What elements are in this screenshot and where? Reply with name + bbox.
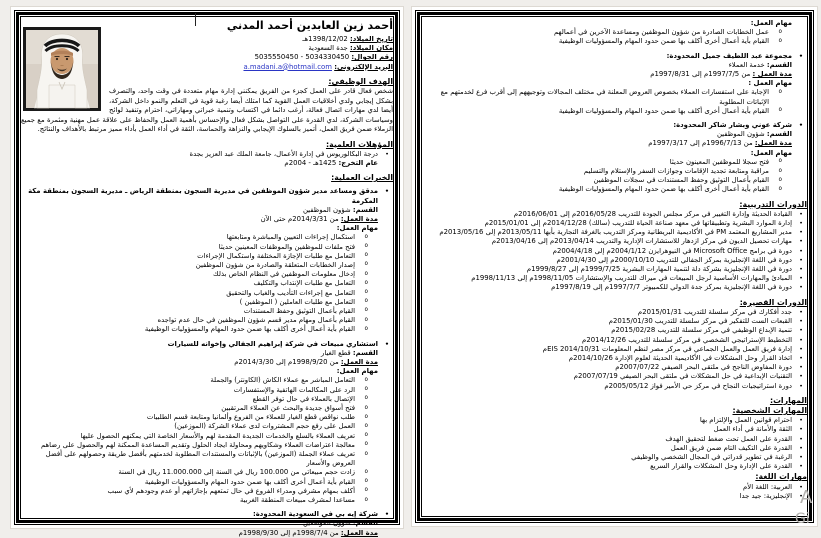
task-item: o فتح سجلا للموظفين المعينون حديثا xyxy=(422,158,807,167)
job-department-line xyxy=(422,130,807,139)
task-item: o القيام بأعمال التوثيق وحفظ المستندات xyxy=(21,307,393,316)
task-item: o القيام بأعمال التوثيق وحفظ المستندات في سجلات الموظفين xyxy=(422,176,807,185)
job-period-label: مدة العمل : xyxy=(752,70,792,79)
task-item: o استكمال إجراءات التعيين والمباشرة ومتابعتها xyxy=(21,233,393,242)
page-1-content xyxy=(21,19,393,537)
task-item: o التعامل مع إجراءات التأديب والغياب والتحقيق xyxy=(21,289,393,298)
task-item: o فتح أسواق جديدة والبحث عن العملاء المرتقبين xyxy=(21,404,393,413)
course-item: • التقنيات الإبداعية في حل المشكلات في ملتقى البحر الصيفي 2007/07/19م xyxy=(422,372,807,381)
skill-item: • الثقة والأمانة في أداء العمل xyxy=(422,425,807,434)
task-item: o تعريف العملاء بالسلع والخدمات الجديدة المقدمة لهم والأسعار الخاصة التي يمكنهم الحصول عليها xyxy=(21,432,393,441)
job-department-line xyxy=(21,206,393,215)
profile-photo-illustration xyxy=(26,30,98,108)
job-period-line xyxy=(422,139,807,148)
section-heading-objective: الهدف الوظيفي: xyxy=(328,76,393,86)
job-period-line xyxy=(21,358,393,367)
task-item: o القيام بأية أعمال أخرى أكلف بها ضمن حدود المهام والمسؤوليات الوظيفية xyxy=(21,325,393,334)
job-tasks-label: مهام العمل : xyxy=(748,79,792,88)
text-caret xyxy=(195,13,196,26)
section-heading-qualifications: المؤهلات العلمية: xyxy=(325,139,393,149)
course-item: • القيادة الحديثة وإدارة التغيير في مركز مجلس الجودة للتدريب 2016/05/28م إلى 2016/06/01م xyxy=(422,210,807,219)
birth-date-label: تاريخ الميلاد: xyxy=(350,35,393,43)
task-item: o زادت حجم مبيعاتي من 100.000 ريال في السنة إلى 11.000.000 ريال في السنة xyxy=(21,468,393,477)
job-period-value: من 1997/7/5م إلى 1997/8/31م xyxy=(650,70,751,79)
task-item: o تعريف عملاء الجملة (الموزعين) بالإثباتات والمستندات المطلوبة لخدمتهم بأفضل طريقة وحصولهم على أفضل العروض والأسعار xyxy=(21,450,393,468)
job-tasks-label: مهام العمل: xyxy=(336,224,378,233)
job-tasks-label: مهام العمل: xyxy=(750,148,792,157)
course-item: • المبادئ والمهارات الأساسية لرجل المبيعات في ميراك للتدريب والإستشارات 1998/11/05م إلى 1998/11/13م xyxy=(422,274,807,283)
job-task-list xyxy=(422,88,807,116)
job-period-line xyxy=(21,215,393,224)
course-item: • دورة استراتيجيات النجاح في مركز حي الأمير فواز 2005/05/12م xyxy=(422,382,807,391)
task-item: o إدخال معلومات الموظفين في النظام الخاص بذلك xyxy=(21,270,393,279)
task-item: o التعامل مع طلبات العاملين ( الموظفين ) xyxy=(21,298,393,307)
objective-text: شخص فعال قادر على العمل كجزء من الفريق يمكنني إدارة مهام متعددة في وقت واحد، والتصرف بشكل إيجابي ولدي أخلاقيات العمل القوية كما امتلك أيضا رغبة قوية في التعلم والنمو داخل الشركة، أيضا لدي مهارات اتصال فعالة، أرغب دائما في اكتساب وتنمية خبراتي ومهاراتي، احترام وتنفيذ لوائح وسياسات الشركة، لدي القدرة على التواصل بشكل فعال والإحساس بأهمية العمل والحفاظ على علاقة عمل مهنية ومثمرة مع جميع الزملاء ضمن فريق العمل، أتميز بالسلوك الإيجابي والنزاهة والحماسة، الثقة في أداء العمل بأداء مميز مرتبط بالأهداف والنتائج. xyxy=(21,87,393,134)
course-item: • مدير المشاريع المعتمد PM في الأكاديمية البريطانية ومركز التدريب بالغرفة التجارية بأبها 2013/05/11م إلى 2013/05/16م xyxy=(422,228,807,237)
email-label: البريد الإلكتروني: xyxy=(334,62,393,71)
section-heading-short-courses: الدورات القصيرة: xyxy=(739,297,807,307)
job-department-value: شؤون الموظفين xyxy=(302,205,351,214)
task-item: o القيام بأعمال ومهام مدير قسم شؤون الموظفين في حال عدم تواجده xyxy=(21,316,393,325)
subheading-language-skills: مهارات اللغة: xyxy=(755,472,807,482)
course-item: • التخطيط الإستراتيجي الشخصي في مركز سلسلة للتدريب 2014/12/26م xyxy=(422,336,807,345)
job-department-label: القسم: xyxy=(766,60,792,69)
email-link[interactable]: a.madani.a@hotmail.com xyxy=(243,62,332,71)
course-item: • اتخاذ القرار وحل المشكلات في الأكاديمية الحديثة لعلوم الإدارة 2014/10/26م xyxy=(422,354,807,363)
job-department-label: القسم: xyxy=(352,348,378,357)
profile-photo xyxy=(23,27,101,111)
training-course-list xyxy=(422,210,807,293)
qualification-item: • درجة البكالوريوس في إدارة الأعمال، جامعة الملك عبد العزيز بجدة xyxy=(21,150,393,159)
task-item: o الإجابة على استفسارات العملاء بخصوص العروض المعلنة في مختلف المجالات وتوجيههم إلى أقرب فرع لخدمتهم مع الإثباتات المطلوبة xyxy=(422,88,807,106)
job-task-list xyxy=(21,376,393,505)
graduation-year-value: 1425هـ - 2004م xyxy=(284,158,337,167)
course-item: • جدد أفكارك في مركز سلسلة للتدريب 2015/01/31م xyxy=(422,308,807,317)
task-item: o فتح ملفات للموظفين والموظفات المعينين حديثا xyxy=(21,243,393,252)
mobile-value: 5034330450 - 5035550450 xyxy=(254,53,350,62)
experience-job-list xyxy=(21,187,393,505)
job-department-line xyxy=(21,349,393,358)
skill-item: • القدرة على العمل تحت ضغط لتحقيق الهدف xyxy=(422,435,807,444)
job-tasks-label: مهام العمل: xyxy=(336,367,378,376)
continued-tasks-label: مهام العمل: xyxy=(750,19,792,27)
task-item: o مساعدا لمشرف مبيعات المنطقة الغربية xyxy=(21,496,393,505)
job-department-value: شؤون الموظفين xyxy=(302,519,351,528)
short-course-list xyxy=(422,308,807,391)
job-period-label: مدة العمل: xyxy=(340,357,378,366)
job-period-label: مدة العمل: xyxy=(340,214,378,223)
mobile-label: رقم الجوال: xyxy=(351,53,393,62)
job-title: • شركة إيه بي في السعودية المحدودة: xyxy=(21,510,393,519)
job-department-line xyxy=(422,61,807,70)
course-item: • دورة في اللغة الإنجليزية بمركز الجفالي للتدريب 2000/10/10م إلى 2001/4/30م xyxy=(422,256,807,265)
course-item: • دورة المفاوض الناجح في ملتقى البحر الصيفي 2007/07/22م xyxy=(422,363,807,372)
graduation-year-label: عام التخرج: xyxy=(338,158,378,167)
task-item: o الإتصال بالعملاء في حال توفر القطع xyxy=(21,395,393,404)
task-item: o العمل على رفع حجم المشتروات لدى عملاء الشركة (الموزعين) xyxy=(21,422,393,431)
job-period-label: مدة العمل: xyxy=(754,139,792,148)
job-period-value: من 1998/7/4م إلى 1998/9/30م xyxy=(238,528,339,537)
page-2 xyxy=(412,7,817,526)
job-department-line xyxy=(21,519,393,528)
graduation-year-line xyxy=(21,159,393,168)
skill-item: • الرغبة في تطوير قدراتي في المجال الشخصي والوظيفي xyxy=(422,453,807,462)
birth-date-value: 1398/12/02هـ xyxy=(302,35,348,43)
job-entry xyxy=(422,121,807,195)
job-entry xyxy=(21,187,393,334)
course-item: • إدارة فريق العمل والعمل الجماعي في مركز مصر لنظم المعلومات EIS 2014/10/31م xyxy=(422,345,807,354)
task-item: o التعامل مع طلبات الإجازة المختلفة واستكمال الإجراءات xyxy=(21,252,393,261)
language-skill-list xyxy=(422,483,807,501)
birth-place-label: مكان الميلاد: xyxy=(349,44,393,53)
task-item: o القيام بأية أعمال أخرى أكلف بها ضمن حدود المهام والمسؤوليات الوظيفية xyxy=(21,478,393,487)
task-item: o عمل الخطابات الصادرة من شؤون الموظفين ومساعدة الآخرين في أعمالهم xyxy=(422,28,807,37)
task-item: o الرد على المكالمات الهاتفية والإستفسارات xyxy=(21,386,393,395)
language-item: • العربية: اللغة الأم xyxy=(422,483,807,492)
subheading-personal-skills: المهارات الشخصية: xyxy=(732,405,807,415)
section-heading-skills: المهارات: xyxy=(769,395,807,405)
candidate-name: أحمد زين العابدين أحمد المدني xyxy=(226,19,393,32)
personal-skill-list xyxy=(422,416,807,471)
section-heading-training-courses: الدورات التدريبية: xyxy=(739,199,807,209)
task-item: o التعامل مع طلبات الإنتداب والتكليف xyxy=(21,279,393,288)
job-department-value: قطع الغيار xyxy=(321,348,351,357)
job-entry xyxy=(21,510,393,538)
job-period-value: من 1998/9/20م إلى 2014/3/30م xyxy=(234,357,339,366)
job-period-line xyxy=(21,529,393,538)
birth-place-value: جدة السعودية xyxy=(308,44,348,53)
job-department-value: خدمة العملاء xyxy=(728,60,765,69)
job-title: • شركة عوني وبشار شاكر المحدودة: xyxy=(422,121,807,130)
page-1 xyxy=(11,7,403,537)
task-item: o مراقبة ومتابعة تجديد الإقامات وجوازات السفر والإستلام والتسليم xyxy=(422,167,807,176)
course-item: • تنمية الإبداع الوظيفي في مركز سلسلة للتدريب 2015/02/28م xyxy=(422,326,807,335)
experience-job-list xyxy=(422,52,807,195)
continued-task-list xyxy=(422,28,807,46)
course-item: • القبعات الست للتفكير في مركز سلسلة للتدريب 2015/01/30م xyxy=(422,317,807,326)
job-period-value: من 2014/3/31م حتى الآن xyxy=(260,214,339,223)
job-entry xyxy=(422,52,807,116)
job-period-label: مدة العمل: xyxy=(340,528,378,537)
course-item: • دورة في اللغة الإنجليزية بشركة دلة لتنمية المهارات البشرية 1999/7/25م إلى 1999/8/27م xyxy=(422,265,807,274)
job-task-list xyxy=(21,233,393,334)
job-department-value: شؤون الموظفين xyxy=(716,130,765,139)
task-item: o القيام بأية أعمال أخرى أكلف بها ضمن حدود المهام والمسؤوليات الوظيفية xyxy=(422,185,807,194)
job-title: • استشاري مبيعات في شركة إبراهيم الجفالي وإخوانه للسيارات xyxy=(21,340,393,349)
skill-item: • القدرة على الإدارة وحل المشكلات والقرار السريع xyxy=(422,462,807,471)
course-item: • دورة في برامج Microsoft Office في النيوهرايزن 2004/1/12م إلى 2004/4/18م xyxy=(422,247,807,256)
watermark-letter: Gi xyxy=(795,511,810,527)
task-item: o إصدار الخطابات المتعلقة والصادرة من شؤون الموظفين xyxy=(21,261,393,270)
course-item: • دورة في اللغة الإنجليزية بمركز جدة الدولي للكمبيوتر 1997/7/7م إلى 1997/8/19م xyxy=(422,283,807,292)
task-item: o القيام بأية أعمال أخرى أكلف بها ضمن حدود المهام والمسؤوليات الوظيفية xyxy=(422,37,807,46)
skill-item: • القدرة على التكيف التام ضمن فريق العمل xyxy=(422,444,807,453)
language-item: • الإنجليزية: جيد جدا xyxy=(422,492,807,501)
job-task-list xyxy=(422,158,807,195)
page-2-content xyxy=(422,19,807,516)
task-item: o القيام بأية أعمال أخرى أكلف بها ضمن حدود المهام والمسؤوليات الوظيفية xyxy=(422,107,807,116)
course-item: • إدارة الموارد البشرية وتطبيقاتها في معهد صناعة الحياة للتدريب (سالك) 2014/12/28م إلى 2015/01/01م xyxy=(422,219,807,228)
job-department-label: القسم: xyxy=(352,519,378,528)
task-item: o معالجة اعتراضات العملاء وشكاويهم ومحاولة ايجاد الحلول وتقديم المساعدة الممكنة لهم والحصول على رضاهم xyxy=(21,441,393,450)
job-department-label: القسم: xyxy=(766,130,792,139)
watermark-letter: A xyxy=(800,487,813,508)
skill-item: • احترام قوانين العمل والإلتزام بها xyxy=(422,416,807,425)
job-title: • مدقق ومساعد مدير شؤون الموظفين في مديرية السجون بمنطقة الرياض ـ مديرية السجون بمنطقة مكة المكرمة xyxy=(21,187,393,205)
task-item: o التعامل المباشر مع عملاء الكاش (الكاونتر) والجملة xyxy=(21,376,393,385)
course-item: • مهارات تحصيل الديون في مركز ازدهار للاستشارات الإدارية والتدريب 2013/04/14م إلى 2013/04/16م xyxy=(422,237,807,246)
job-entry xyxy=(21,340,393,506)
job-title: • مجموعة عبد اللطيف جميل المحدودة: xyxy=(422,52,807,61)
job-department-label: القسم: xyxy=(352,205,378,214)
job-period-value: من 1996/7/13م إلى 1997/3/17م xyxy=(648,139,753,148)
task-item: o طلب نواقص قطع الغيار للعملاء من الفروع وألمانيا ومتابعة قسم الطلبيات xyxy=(21,413,393,422)
section-heading-experience: الخبرات العملية: xyxy=(331,173,393,183)
task-item: o أكلف بمهام مشرفي ومدراء الفروع في حال تمتعهم بإجازاتهم أو عدم وجودهم لأي سبب xyxy=(21,487,393,496)
job-period-line xyxy=(422,70,807,79)
